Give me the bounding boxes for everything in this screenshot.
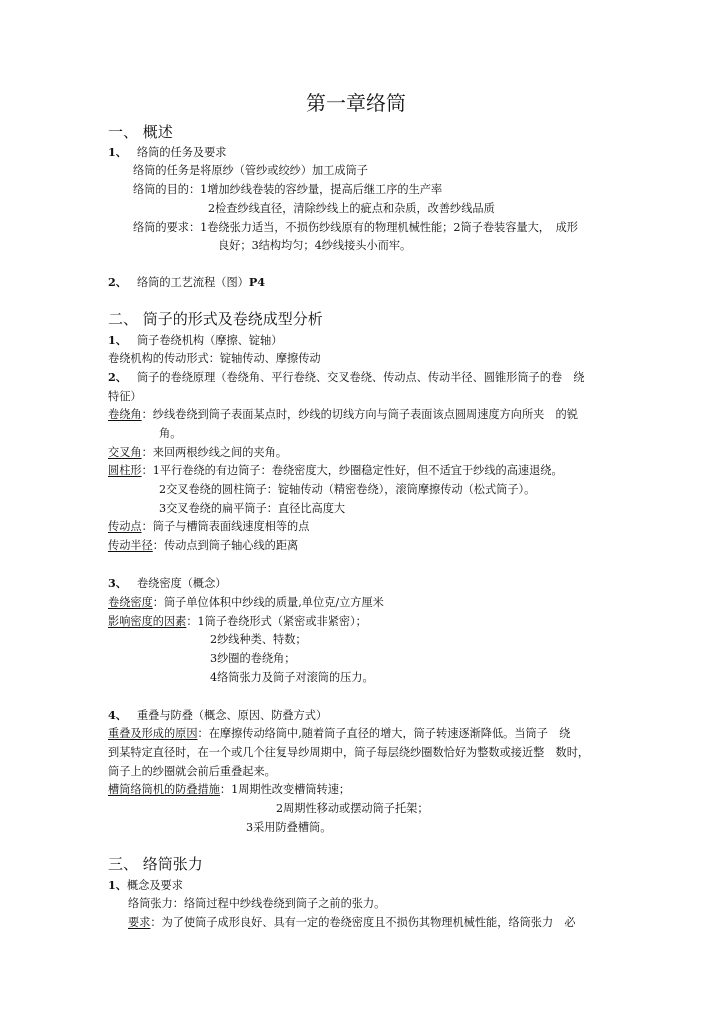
- s2-drive-line: 卷绕机构的传动形式：锭轴传动、摩擦传动: [108, 352, 321, 365]
- s2-drive-point: [108, 519, 309, 534]
- s3-item-1: [108, 878, 183, 893]
- overlap-term: 重叠及形成的原因: [108, 727, 198, 740]
- winding-angle-term: 卷绕角: [108, 408, 142, 421]
- drive-point-definition: ：筒子与槽筒表面线速度相等的点: [141, 520, 310, 533]
- s2-item-4-text: 重叠与防叠（概念、原因、防叠方式）: [136, 709, 328, 722]
- s1-purpose-line-1: 络筒的目的：1增加纱线卷装的容纱量，提高后继工序的生产率: [133, 183, 443, 196]
- s2-drive-radius: [108, 538, 298, 553]
- drive-radius-term: 传动半径: [108, 539, 153, 552]
- s1-purpose-line-2: 2检查纱线直径，清除纱线上的疵点和杂质，改善纱线品质: [208, 202, 495, 215]
- requirement-term: 要求: [128, 916, 151, 929]
- s2-cylinder-line-1: [108, 463, 563, 478]
- s2-overlap-line-1: [108, 726, 570, 741]
- s2-winding-angle-continuation: 角。: [159, 427, 182, 440]
- s2-factor-line-3: 3纱圈的卷绕角；: [210, 652, 296, 665]
- anti-overlap-term: 槽筒络筒机的防叠措施: [108, 783, 220, 796]
- s3-item-1-text: 概念及要求: [126, 879, 183, 892]
- overlap-definition: ：在摩擦传动络筒中,随着筒子直径的增大，筒子转速逐渐降低。当筒子 绕: [197, 727, 571, 740]
- cylinder-item-1: ：1平行卷绕的有边筒子：卷绕密度大，纱圈稳定性好，但不适宜于纱线的高速退绕。: [141, 464, 563, 477]
- winding-angle-definition: ：纱线卷绕到筒子表面某点时，纱线的切线方向与筒子表面该点圆周速度方向所夹 的锐: [141, 408, 578, 421]
- s2-item-2-continuation: 特征）: [108, 390, 142, 403]
- s2-density: [108, 595, 384, 610]
- drive-radius-definition: ：传动点到筒子轴心线的距离: [152, 539, 299, 552]
- s1-item-2-page-ref: P4: [248, 275, 266, 289]
- s1-requirement-line-1: 络筒的要求：1卷绕张力适当，不损伤纱线原有的物理机械性能；2筒子卷装容量大， 成形: [133, 221, 578, 234]
- s3-tension-line: 络筒张力：络筒过程中纱线卷绕到筒子之前的张力。: [128, 897, 386, 910]
- s2-item-3-number: 3、: [108, 576, 127, 590]
- s2-item-3-text: 卷绕密度（概念）: [136, 577, 227, 590]
- s2-item-2: [108, 370, 585, 385]
- cylinder-term: 圆柱形: [108, 464, 142, 477]
- cross-angle-term: 交叉角: [108, 446, 142, 459]
- density-term: 卷绕密度: [108, 596, 153, 609]
- drive-point-term: 传动点: [108, 520, 142, 533]
- factor-term: 影响密度的因素: [108, 615, 187, 628]
- density-definition: ：筒子单位体积中纱线的质量,单位克/立方厘米: [152, 596, 384, 609]
- s2-overlap-line-2: 到某特定直径时，在一个或几个往复导纱周期中，筒子每层绕纱圈数恰好为整数或接近整 数时，: [108, 746, 590, 759]
- anti-overlap-item-1: ：1周期性改变槽筒转速；: [219, 783, 351, 796]
- s2-item-4: [108, 708, 327, 723]
- s2-item-4-number: 4、: [108, 708, 127, 722]
- s2-item-1-number: 1、: [108, 333, 127, 347]
- s2-anti-overlap-line-1: [108, 782, 350, 797]
- s1-item-2: [108, 275, 265, 290]
- s2-factor-line-2: 2纱线种类、特数；: [210, 633, 307, 646]
- s2-overlap-line-3: 筒子上的纱圈就会前后重叠起来。: [108, 765, 276, 778]
- s2-factor-line-1: [108, 614, 367, 629]
- s2-item-1: [108, 333, 282, 348]
- s2-cylinder-line-3: 3交叉卷绕的扁平筒子：直径比高度大: [159, 502, 346, 515]
- s3-item-1-number: 1、: [108, 878, 127, 892]
- s2-anti-overlap-line-3: 3采用防叠槽筒。: [246, 821, 332, 834]
- s2-item-1-text: 筒子卷绕机构（摩擦、锭轴）: [136, 334, 283, 347]
- section-1-heading: 一、 概述: [108, 123, 173, 141]
- requirement-definition: ：为了使筒子成形良好、具有一定的卷绕密度且不损伤其物理机械性能，络筒张力 必: [150, 916, 576, 929]
- s3-requirement-line: [128, 915, 576, 930]
- s2-item-3: [108, 576, 227, 591]
- s2-factor-line-4: 4络筒张力及筒子对滚筒的压力。: [210, 671, 374, 684]
- s1-item-1-text: 络筒的任务及要求: [136, 146, 227, 159]
- s1-item-1-number: 1、: [108, 145, 127, 159]
- s1-item-1: [108, 145, 227, 160]
- section-2-heading: 二、 筒子的形式及卷绕成型分析: [108, 310, 323, 328]
- s1-item-2-number: 2、: [108, 275, 127, 289]
- s2-cross-angle: [108, 445, 287, 460]
- s2-cylinder-line-2: 2交叉卷绕的圆柱筒子：锭轴传动（精密卷绕），滚筒摩擦传动（松式筒子）。: [159, 483, 536, 496]
- s2-item-2-text: 筒子的卷绕原理（卷绕角、平行卷绕、交叉卷绕、传动点、传动半径、圆锥形筒子的卷 绕: [136, 371, 585, 384]
- s1-task-line: 络筒的任务是将原纱（管纱或绞纱）加工成筒子: [133, 164, 368, 177]
- s2-item-2-number: 2、: [108, 370, 127, 384]
- factor-item-1: ：1筒子卷绕形式（紧密或非紧密）；: [186, 615, 367, 628]
- s2-winding-angle: [108, 407, 578, 422]
- s1-item-2-text: 络筒的工艺流程（图）: [136, 276, 249, 289]
- s1-requirement-line-2: 良好；3结构均匀；4纱线接头小而牢。: [218, 239, 412, 252]
- chapter-title: 第一章络筒: [306, 91, 406, 115]
- section-3-heading: 三、 络筒张力: [108, 855, 203, 873]
- cross-angle-definition: ：来回两根纱线之间的夹角。: [141, 446, 288, 459]
- s2-anti-overlap-line-2: 2周期性移动或摆动筒子托架；: [276, 802, 429, 815]
